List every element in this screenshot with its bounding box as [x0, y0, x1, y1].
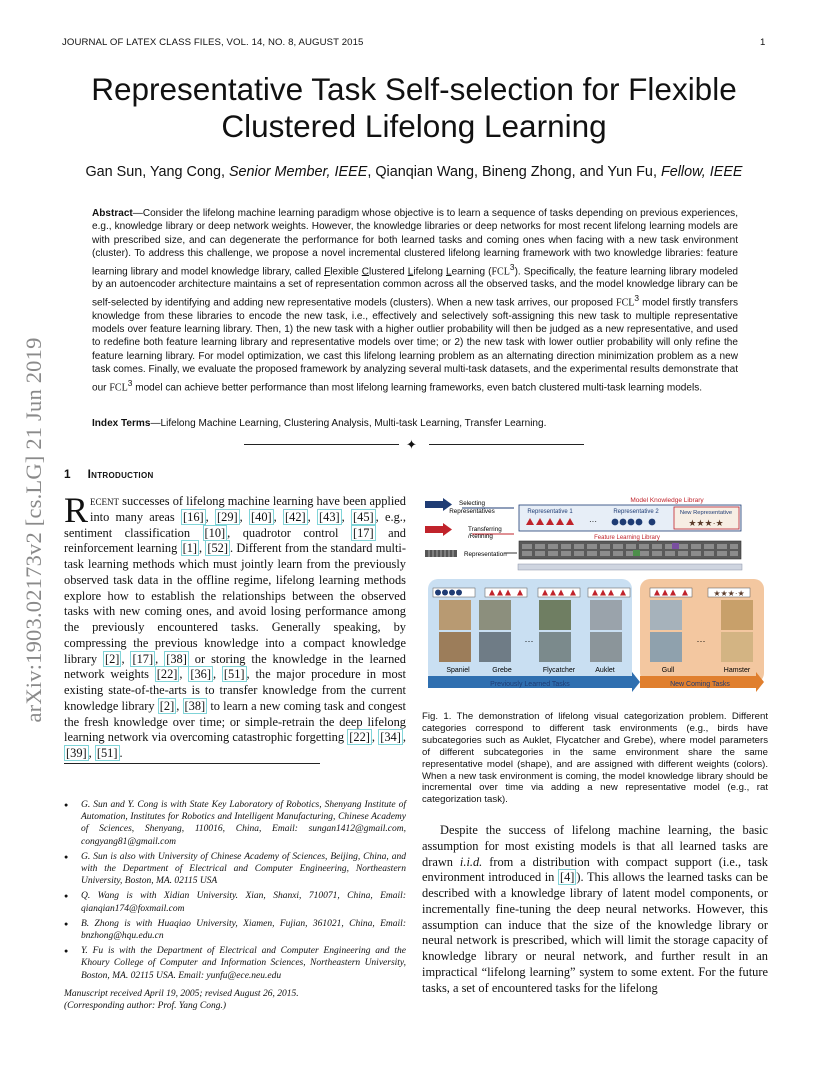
intro-text: , quadrotor control [227, 525, 351, 540]
section-title: Introduction [87, 467, 154, 481]
citation-link[interactable]: [43] [319, 509, 340, 524]
acronym-f: F [324, 265, 331, 277]
legend-representatives-label: Representatives [449, 508, 495, 515]
rep1-label: Representative 1 [527, 509, 573, 515]
author-role-1: Senior Member, IEEE [228, 164, 368, 180]
feature-learning-library [518, 535, 742, 570]
acronym-c: C [361, 265, 369, 277]
citation-link[interactable]: [42] [285, 509, 306, 524]
right-text: ). This allows the learned tasks can be described with a knowledge library of latent model components, or incrementally fine-tuning the deep neural networks. However, this assumption can induce that the size of the knowledge library or neural network is prescribed, which will limit the storage capacity of knowledge library or neural network, and further result in an impractical “lifelong learning” system to some extent. For the future tasks, a set of encountered tasks for the lifelong [422, 870, 769, 995]
legend-selecting-label: Selecting [459, 500, 485, 507]
citation-link[interactable]: [45] [353, 509, 374, 524]
citation-link[interactable]: [2] [159, 698, 175, 713]
legend-transfer-arrow [425, 526, 443, 533]
citation-link[interactable]: [16] [183, 509, 204, 524]
legend-selecting-arrow [425, 501, 443, 508]
author-list [62, 164, 766, 180]
divider-line-right [429, 444, 584, 445]
corresponding-author: (Corresponding author: Prof. Yang Cong.) [64, 1001, 227, 1012]
legend [425, 498, 507, 558]
citation-link[interactable]: [52] [207, 541, 229, 556]
fcl-superscript: 3 [127, 377, 133, 388]
acronym-l: L [407, 265, 414, 277]
footnote-item: ● G. Sun is also with University of Chinese Academy of Sciences, Beijing, China, and with the Department of Electrical and Computer Engineering, Northeastern University, Boston, MA. 02115 USA [81, 851, 406, 888]
citation-link[interactable]: [22] [349, 730, 370, 745]
citation-link[interactable]: [4] [559, 870, 575, 885]
legend-representation-strip [425, 550, 457, 557]
citation-link[interactable]: [51] [96, 746, 118, 760]
figure-diagram [422, 496, 768, 702]
right-text: from a distribution with compact support (i.e., task environment introduced in [422, 854, 768, 885]
new-rep-stars: ★★★·★ [688, 518, 724, 528]
label-auklet: Auklet [595, 667, 615, 674]
intro-text: . Different from the standard multi-task learning methods which must jointly learn from the previously observed task data in the offline regime, lifelong learning methods explore how to establish the relationships between the observed tasks with new coming ones, and avoid losing performance among the previously encountered tasks. Generally speaking, by compressing the previous knowledge into a compact knowledge library [64, 541, 406, 666]
legend-refining-label: /Refining [468, 533, 493, 540]
citation-link[interactable]: [36] [190, 667, 211, 682]
label-hamster: Hamster [723, 667, 751, 674]
figure-caption [422, 711, 768, 806]
section-number: 1 [64, 467, 71, 481]
index-terms [92, 418, 738, 429]
title-line-1: Representative Task Self-selection for Flexible [91, 71, 737, 107]
index-terms-label: Index Terms [92, 418, 151, 429]
rep-ellipsis: ··· [589, 517, 597, 526]
divider-line-left [244, 444, 399, 445]
intro-text: and reinforcement learning [64, 525, 406, 556]
manuscript-dates: Manuscript received April 19, 2005; revised August 26, 2015. [64, 989, 299, 999]
acronym-rest-4: earning ( [451, 265, 492, 277]
previous-tasks-label: Previously Learned Tasks [490, 681, 570, 688]
new-rep-label: New Representative [679, 510, 733, 516]
intro-text: . [119, 746, 123, 760]
abstract-dash: — [132, 208, 143, 219]
new-tasks-panel [640, 579, 764, 692]
manuscript-note [64, 988, 406, 1012]
intro-text: , the major procedure in most existing state-of-the-arts is to transfer knowledge from the current knowledge library [64, 667, 406, 713]
running-header: JOURNAL OF LATEX CLASS FILES, VOL. 14, NO. 8, AUGUST 2015 [62, 37, 364, 48]
citation-link[interactable]: [22] [156, 667, 178, 682]
arxiv-stamp: arXiv:1903.02173v2 [cs.LG] 21 Jun 2019 [21, 337, 46, 723]
iid-term: i.i.d. [459, 854, 483, 869]
feature-library-base [518, 564, 742, 570]
right-text: Despite the success of lifelong machine learning, the basic assumption for most existing models is that all learned tasks are drawn [422, 823, 768, 869]
intro-smallcaps: ecent [90, 494, 120, 508]
author-role-2: Fellow, IEEE [660, 164, 743, 180]
model-library-title: Model Knowledge Library [630, 497, 704, 504]
affiliation-footnotes [64, 799, 406, 985]
section-heading [64, 467, 154, 481]
fcl-superscript: 3 [509, 261, 515, 272]
citation-link[interactable]: [38] [166, 651, 187, 666]
label-gull: Gull [661, 667, 675, 674]
abstract-label: Abstract [92, 208, 133, 219]
model-knowledge-library [519, 497, 741, 531]
citation-link[interactable]: [2] [104, 651, 120, 666]
feature-highlight-purple [672, 543, 679, 549]
acronym-rest-2: lustered [368, 265, 408, 277]
acronym-rest-3: ifelong [413, 265, 446, 277]
footnote-item: ● Y. Fu is with the Department of Electrical and Computer Engineering and the Khoury College of Computer and Information Sciences, Northeastern University, Boston, MA. 02115 USA. Email: yunfu@ece.neu.edu [81, 945, 406, 982]
footnote-rule [64, 763, 320, 764]
citation-link[interactable]: [1] [182, 541, 198, 556]
abstract [92, 207, 738, 394]
fcl-mark: FCL [491, 265, 510, 277]
page-number: 1 [760, 37, 766, 48]
index-terms-text: Lifelong Machine Learning, Clustering Analysis, Multi-task Learning, Transfer Learning. [160, 418, 547, 429]
legend-representation-label: Representation [464, 551, 507, 558]
citation-link[interactable]: [40] [251, 509, 272, 524]
task-ellipsis: ··· [524, 636, 534, 646]
new-tasks-label: New Coming Tasks [670, 681, 730, 688]
intro-text: to learn a new coming task and congest the fresh knowledge over time; or simple-retrain the deep lifelong learning network via overcoming catastrophic forgetting [64, 698, 406, 745]
rep2-label: Representative 2 [613, 509, 659, 515]
citation-link[interactable]: [51] [223, 667, 245, 682]
citation-link[interactable]: [38] [184, 698, 206, 713]
fcl-mark: FCL [109, 381, 128, 393]
abstract-text-2: ). Specifically, the feature learning library modeled by an autoencoder architecture maintains a set of representation common across all the observed tasks, and the model knowledge library can be self-selected by identifying and adding new representative models (clusters). When a new task arrives, our proposed [92, 265, 739, 309]
legend-transferring-label: Transferring [468, 526, 502, 533]
intro-paragraph: Recent successes of lifelong machine learning have been applied into many areas [16] , [29] , [40] , [42] , [43] , [45] , e.g., sentiment classification [10] , quadrotor control [17] and reinforcement learning [1] , [52] . Different from the standard multi-task learning methods which must jointly learn from the previously observed task data in the offline regime, lifelong learning methods explore how to establish the relationships between the observed tasks with new coming ones, and avoid losing performance among the previously encountered tasks. Generally speaking, by compressing the previous knowledge into a compact knowledge library [2] , [17] , [38] or storing the knowledge in the learned network weights [22] , [36] , [51] , the major procedure in most existing state-of-the-arts is to transfer knowledge from the current knowledge library [2] , [38] to learn a new coming task and congest the fresh knowledge over time; or simple-retrain the deep lifelong learning network via overcoming catastrophic forgetting [22] , [34] , [39] , [51] . [64, 490, 406, 760]
intro-text: e.g., sentiment classification [64, 509, 406, 540]
label-spaniel: Spaniel [446, 667, 470, 674]
label-flycatcher: Flycatcher [542, 667, 576, 674]
paper-title [62, 71, 766, 145]
intro-text: successes of lifelong machine learning have been applied into many areas [90, 494, 406, 524]
footnote-item: ● B. Zhong is with Huaqiao University, Xiamen, Fujian, 361021, China, Email: bnzhong@hqu.edu.cn [81, 918, 406, 942]
authors-part-2: , Qianqian Wang, Bineng Zhong, and Yun Fu, [367, 164, 661, 180]
caption-text: The demonstration of lifelong visual categorization problem. Different categories correspond to different task environments (e.g., birds have subcategories such as Auklet, Flycatcher and Grebe), where model parameters of different subcategories in the same environment share the same representative model (shape), and are assigned with different weights (colors). When a new task environment is coming, the model knowledge library should be incremental over time via adding a new representative model (e.g., rat categorization task). [422, 711, 768, 806]
feature-library-bar [519, 541, 741, 559]
index-terms-dash: — [150, 418, 161, 429]
citation-link[interactable]: [10] [204, 525, 226, 540]
citation-link[interactable]: [39] [66, 746, 87, 760]
authors-part-1: Gan Sun, Yang Cong, [85, 164, 229, 180]
intro-text: or storing the knowledge in the learned network weights [64, 651, 406, 682]
previous-tasks-arrowhead [632, 672, 640, 692]
previous-tasks-panel [428, 579, 640, 692]
feature-library-title: Feature Learning Library [594, 535, 660, 541]
citation-link[interactable]: [29] [217, 509, 238, 524]
legend-transfer-arrowhead [443, 523, 452, 536]
label-grebe: Grebe [492, 667, 512, 674]
citation-link[interactable]: [17] [352, 525, 374, 540]
citation-link[interactable]: [17] [132, 651, 154, 666]
drop-cap: R [64, 490, 89, 530]
abstract-text-1: Consider the lifelong machine learning paradigm whose objective is to learn a sequence of tasks depending on previous experiences, e.g., knowledge library or deep network weights. However, the knowledge libraries or deep networks for most recent lifelong learning models are with prescribed size, and can degenerate the performance for both learned tasks and coming ones when facing with a new task environment (cluster). To address this challenge, we propose a novel incremental clustered lifelong learning framework with two knowledge libraries: feature learning library and model knowledge library, called [92, 208, 738, 277]
citation-link[interactable]: [34] [380, 730, 401, 745]
new-task-ellipsis: ··· [696, 636, 706, 646]
title-line-2: Clustered Lifelong Learning [221, 108, 607, 144]
new-task-stars: ★★★·★ [713, 589, 745, 598]
acronym-l2: L [445, 265, 452, 277]
caption-label: Fig. 1. [422, 711, 452, 722]
fcl-superscript: 3 [634, 292, 640, 303]
divider-ornament: ✦ [406, 437, 417, 452]
feature-highlight-green [633, 550, 640, 556]
footnote-item: ● G. Sun and Y. Cong is with State Key Laboratory of Robotics, Shenyang Institute of Automation, Institutes for Robotics and Intelligent Manufacturing, Chinese Academy of Sciences, Shenyang, 110016, China, Email: sungan1412@gmail.com, congyang81@gmail.com [81, 799, 406, 848]
fcl-mark: FCL [615, 297, 635, 309]
footnote-item: ● Q. Wang is with Xidian University. Xian, Shanxi, 710071, China, Email: qianqian174@foxmail.com [81, 890, 406, 914]
acronym-rest-1: lexible [330, 265, 362, 277]
right-column-paragraph [422, 823, 768, 996]
abstract-text-3: model firstly transfers knowledge from these libraries to encode the new task, i.e., effectively and selectively soft-assigning this new task to multiple representative models over feature learning library. Then, 1) the new task with a higher outlier probability will then be judged as a new representative, and used to redefine both feature learning library and representative models over time; or 2) the new task with lower outlier probability will only refine the feature learning library. For model optimization, we cast this lifelong learning problem as an alternating direction minimization problem as a new task comes. Finally, we evaluate the proposed framework by analyzing several multi-task datasets, and the experimental results demonstrate that our [92, 297, 738, 393]
abstract-text-4: model can achieve better performance than most lifelong learning frameworks, even batch clustered multi-task learning models. [132, 381, 703, 393]
